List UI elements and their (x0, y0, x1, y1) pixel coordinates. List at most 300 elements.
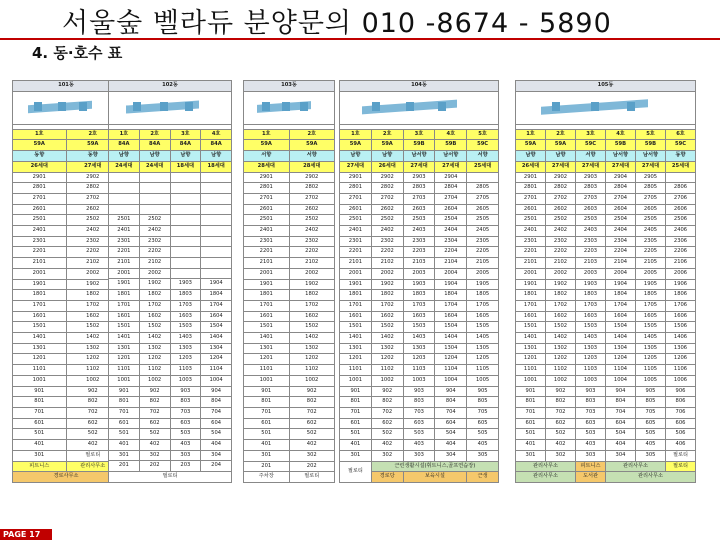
unit-cell: 902 (139, 386, 170, 397)
unit-cell: 405 (467, 440, 499, 451)
unit-direction: 남향 (546, 151, 576, 162)
unit-cell: 606 (666, 418, 696, 429)
unit-cell: 2102 (66, 258, 120, 269)
unit-cell: 1002 (66, 375, 120, 386)
unit-cell: 1904 (606, 279, 636, 290)
unit-cell: 303 (170, 450, 201, 461)
unit-cell: 1204 (435, 354, 467, 365)
unit-cell: 301 (516, 450, 546, 461)
unit-cell: 1102 (66, 365, 120, 376)
unit-cell: 702 (546, 407, 576, 418)
unit-cell: 2201 (13, 247, 67, 258)
unit-cell: 2005 (636, 268, 666, 279)
unit-cell: 602 (139, 418, 170, 429)
unit-cell: 1702 (546, 300, 576, 311)
unit-cell: 305 (636, 450, 666, 461)
unit-cell: 304 (435, 450, 467, 461)
unit-cell: 2302 (289, 236, 335, 247)
unit-cell: 2702 (371, 193, 403, 204)
unit-cell: 1101 (13, 365, 67, 376)
unit-cell: 701 (109, 407, 140, 418)
unit-cell: 2902 (546, 172, 576, 183)
unit-cell: 203 (170, 461, 201, 472)
unit-cell: 1402 (139, 333, 170, 344)
unit-cell: 702 (139, 407, 170, 418)
unit-cell: 2105 (467, 258, 499, 269)
unit-cell: 1004 (435, 375, 467, 386)
unit-cell: 2205 (467, 247, 499, 258)
unit-cell: 1805 (636, 290, 666, 301)
unit-cell: 704 (435, 407, 467, 418)
unit-cell: 1202 (139, 354, 170, 365)
unit-cell: 2304 (435, 236, 467, 247)
unit-cell: 2404 (606, 226, 636, 237)
unit-cell: 1205 (467, 354, 499, 365)
unit-marker-shape (79, 102, 87, 111)
household-count: 18세대 (170, 161, 201, 172)
unit-cell: 1806 (666, 290, 696, 301)
unit-cell: 1706 (666, 300, 696, 311)
unit-cell: 706 (666, 407, 696, 418)
unit-cell: 501 (340, 429, 372, 440)
unit-cell: 303 (403, 450, 435, 461)
unit-cell: 802 (139, 397, 170, 408)
unit-cell: 1402 (546, 333, 576, 344)
unit-direction: 서향 (289, 151, 335, 162)
unit-number: 1호 (13, 129, 67, 140)
unit-cell: 1405 (636, 333, 666, 344)
unit-cell: 2501 (516, 215, 546, 226)
unit-number: 2호 (371, 129, 403, 140)
unit-cell: 906 (666, 386, 696, 397)
unit-cell: 202 (139, 461, 170, 472)
unit-cell: 702 (289, 407, 335, 418)
unit-cell: 1502 (289, 322, 335, 333)
unit-cell: 2602 (371, 204, 403, 215)
unit-cell: 1606 (666, 311, 696, 322)
unit-cell: 1201 (109, 354, 140, 365)
unit-cell: 1002 (289, 375, 335, 386)
building-name: 105동 (516, 81, 696, 92)
unit-cell: 1301 (340, 343, 372, 354)
unit-number: 2호 (139, 129, 170, 140)
unit-cell: 2606 (666, 204, 696, 215)
unit-cell: 2102 (371, 258, 403, 269)
facility-cell: 관리사무소 (606, 472, 696, 483)
unit-cell: 1801 (13, 290, 67, 301)
unit-cell: 1302 (66, 343, 120, 354)
unit-cell: 1202 (289, 354, 335, 365)
unit-cell: 503 (170, 429, 201, 440)
unit-cell (666, 172, 696, 183)
unit-cell: 806 (666, 397, 696, 408)
unit-cell: 1503 (403, 322, 435, 333)
unit-cell: 2301 (516, 236, 546, 247)
unit-cell: 1902 (546, 279, 576, 290)
unit-type: 59A (340, 140, 372, 151)
unit-cell: 2304 (606, 236, 636, 247)
unit-cell: 2101 (13, 258, 67, 269)
unit-cell: 2502 (546, 215, 576, 226)
unit-cell: 1901 (244, 279, 290, 290)
unit-cell: 1506 (666, 322, 696, 333)
unit-cell: 604 (201, 418, 232, 429)
unit-direction: 동향 (66, 151, 120, 162)
household-count: 28세대 (289, 161, 335, 172)
unit-cell: 1802 (546, 290, 576, 301)
building-block-101 (12, 80, 120, 483)
unit-cell (109, 204, 140, 215)
unit-cell: 1505 (467, 322, 499, 333)
unit-marker-shape (552, 102, 560, 111)
unit-cell: 2004 (606, 268, 636, 279)
unit-cell: 1203 (170, 354, 201, 365)
unit-cell: 2402 (66, 226, 120, 237)
household-count: 27세대 (403, 161, 435, 172)
unit-type: 59A (516, 140, 546, 151)
unit-cell: 2602 (546, 204, 576, 215)
unit-cell: 2301 (109, 236, 140, 247)
unit-cell: 2803 (576, 183, 606, 194)
unit-cell: 204 (201, 461, 232, 472)
building-table (108, 80, 232, 483)
unit-direction: 남향 (109, 151, 140, 162)
unit-type: 59B (636, 140, 666, 151)
unit-cell (139, 183, 170, 194)
unit-cell: 2306 (666, 236, 696, 247)
unit-cell: 902 (66, 386, 120, 397)
unit-cell: 602 (371, 418, 403, 429)
unit-cell: 1802 (289, 290, 335, 301)
unit-cell: 2005 (467, 268, 499, 279)
building-table (12, 80, 120, 483)
unit-cell: 2302 (66, 236, 120, 247)
unit-cell: 2905 (636, 172, 666, 183)
unit-cell: 2605 (636, 204, 666, 215)
unit-cell: 1501 (516, 322, 546, 333)
site-map-thumbnail (340, 91, 499, 124)
unit-cell: 1303 (576, 343, 606, 354)
unit-cell: 302 (139, 450, 170, 461)
unit-cell: 1603 (576, 311, 606, 322)
unit-cell: 703 (170, 407, 201, 418)
unit-cell: 1202 (371, 354, 403, 365)
unit-cell (139, 172, 170, 183)
unit-cell: 1602 (139, 311, 170, 322)
unit-cell: 2401 (13, 226, 67, 237)
unit-cell: 1904 (435, 279, 467, 290)
unit-cell: 1304 (606, 343, 636, 354)
site-map-thumbnail (516, 91, 696, 124)
unit-type: 59C (666, 140, 696, 151)
unit-cell: 401 (109, 440, 140, 451)
unit-cell: 1003 (170, 375, 201, 386)
unit-cell: 1401 (516, 333, 546, 344)
unit-cell: 803 (576, 397, 606, 408)
unit-cell: 1702 (66, 300, 120, 311)
unit-cell: 1805 (467, 290, 499, 301)
unit-cell: 2702 (289, 193, 335, 204)
unit-cell: 1202 (546, 354, 576, 365)
unit-cell: 2402 (371, 226, 403, 237)
unit-cell: 2403 (403, 226, 435, 237)
unit-direction: 동향 (13, 151, 67, 162)
unit-cell: 2203 (576, 247, 606, 258)
facility-cell: 주차장 (244, 472, 290, 483)
unit-cell: 2804 (606, 183, 636, 194)
unit-cell: 1101 (340, 365, 372, 376)
unit-cell: 902 (371, 386, 403, 397)
unit-cell (170, 247, 201, 258)
unit-cell: 2102 (289, 258, 335, 269)
unit-cell: 2605 (467, 204, 499, 215)
unit-cell: 1003 (576, 375, 606, 386)
unit-cell: 1802 (139, 290, 170, 301)
unit-cell: 1503 (576, 322, 606, 333)
site-map-thumbnail (244, 91, 335, 124)
unit-cell: 1203 (403, 354, 435, 365)
unit-cell: 1104 (201, 365, 232, 376)
unit-cell: 2502 (371, 215, 403, 226)
unit-cell (139, 204, 170, 215)
unit-cell: 1303 (403, 343, 435, 354)
unit-cell: 2101 (244, 258, 290, 269)
unit-cell: 1101 (516, 365, 546, 376)
unit-cell: 2202 (546, 247, 576, 258)
unit-cell: 1405 (467, 333, 499, 344)
unit-cell: 802 (546, 397, 576, 408)
unit-cell: 801 (109, 397, 140, 408)
unit-cell: 701 (13, 407, 67, 418)
unit-cell: 704 (201, 407, 232, 418)
unit-cell: 703 (576, 407, 606, 418)
unit-marker-shape (438, 102, 446, 111)
unit-cell: 1801 (340, 290, 372, 301)
unit-cell: 601 (109, 418, 140, 429)
unit-cell: 1004 (201, 375, 232, 386)
household-count: 18세대 (201, 161, 232, 172)
unit-number: 3호 (576, 129, 606, 140)
unit-cell: 505 (467, 429, 499, 440)
unit-cell: 801 (13, 397, 67, 408)
unit-cell: 2102 (546, 258, 576, 269)
unit-cell: 1304 (435, 343, 467, 354)
unit-cell: 701 (516, 407, 546, 418)
unit-cell: 1101 (109, 365, 140, 376)
unit-number: 2호 (66, 129, 120, 140)
unit-type: 59A (66, 140, 120, 151)
page-title: 서울숲 벨라듀 분양문의 010 -8674 - 5890 (62, 8, 612, 39)
unit-cell: 2003 (403, 268, 435, 279)
unit-cell: 502 (66, 429, 120, 440)
unit-number: 3호 (403, 129, 435, 140)
unit-cell: 603 (170, 418, 201, 429)
unit-cell: 2705 (636, 193, 666, 204)
unit-cell: 2106 (666, 258, 696, 269)
unit-cell: 1701 (13, 300, 67, 311)
unit-cell: 504 (606, 429, 636, 440)
unit-cell: 1804 (606, 290, 636, 301)
unit-cell: 2901 (244, 172, 290, 183)
unit-type: 59A (13, 140, 67, 151)
unit-cell: 1803 (403, 290, 435, 301)
unit-cell: 2201 (516, 247, 546, 258)
unit-cell: 601 (516, 418, 546, 429)
unit-cell: 2505 (467, 215, 499, 226)
unit-cell (109, 183, 140, 194)
unit-cell: 2502 (66, 215, 120, 226)
unit-cell: 501 (109, 429, 140, 440)
unit-cell: 1201 (13, 354, 67, 365)
unit-cell: 802 (289, 397, 335, 408)
unit-cell: 1702 (289, 300, 335, 311)
unit-marker-shape (627, 102, 635, 111)
unit-cell: 401 (244, 440, 290, 451)
unit-cell: 501 (13, 429, 67, 440)
unit-cell: 401 (13, 440, 67, 451)
unit-cell: 1705 (636, 300, 666, 311)
unit-cell (201, 268, 232, 279)
unit-cell: 2501 (109, 215, 140, 226)
unit-cell: 1901 (13, 279, 67, 290)
unit-cell: 2604 (435, 204, 467, 215)
unit-cell: 1505 (636, 322, 666, 333)
unit-cell: 2001 (244, 268, 290, 279)
unit-cell: 1501 (244, 322, 290, 333)
unit-cell: 501 (516, 429, 546, 440)
unit-cell: 1801 (244, 290, 290, 301)
unit-cell: 1703 (576, 300, 606, 311)
unit-cell: 2705 (467, 193, 499, 204)
unit-cell: 2104 (606, 258, 636, 269)
unit-cell: 1801 (109, 290, 140, 301)
unit-cell: 2202 (371, 247, 403, 258)
unit-cell: 1602 (371, 311, 403, 322)
unit-number: 2호 (546, 129, 576, 140)
building-block-102 (108, 80, 232, 483)
unit-cell: 2001 (516, 268, 546, 279)
unit-cell: 1004 (606, 375, 636, 386)
unit-marker-shape (133, 102, 141, 111)
unit-cell: 504 (435, 429, 467, 440)
page-number-badge (0, 529, 52, 540)
unit-cell: 2903 (576, 172, 606, 183)
unit-cell: 1902 (289, 279, 335, 290)
unit-type: 84A (201, 140, 232, 151)
facility-cell: 관리사무소 (66, 461, 120, 472)
unit-cell: 604 (606, 418, 636, 429)
unit-direction: 남서향 (435, 151, 467, 162)
unit-cell: 2701 (13, 193, 67, 204)
unit-cell: 2802 (371, 183, 403, 194)
unit-cell: 904 (435, 386, 467, 397)
unit-cell: 1601 (516, 311, 546, 322)
unit-cell: 2703 (576, 193, 606, 204)
unit-cell: 1701 (340, 300, 372, 311)
unit-cell: 2204 (606, 247, 636, 258)
unit-cell: 1403 (576, 333, 606, 344)
unit-cell: 2301 (13, 236, 67, 247)
unit-number: 1호 (516, 129, 546, 140)
unit-cell: 2201 (340, 247, 372, 258)
unit-cell: 503 (576, 429, 606, 440)
unit-cell: 506 (666, 429, 696, 440)
unit-cell: 1402 (289, 333, 335, 344)
unit-cell (170, 215, 201, 226)
unit-cell: 1504 (435, 322, 467, 333)
unit-cell: 1102 (546, 365, 576, 376)
unit-cell: 1302 (289, 343, 335, 354)
unit-direction: 남향 (516, 151, 546, 162)
unit-cell (170, 225, 201, 236)
unit-cell: 1102 (371, 365, 403, 376)
unit-cell: 1804 (435, 290, 467, 301)
site-map-thumbnail (13, 91, 120, 124)
unit-cell: 605 (636, 418, 666, 429)
unit-marker-shape (185, 102, 193, 111)
unit-type: 59C (576, 140, 606, 151)
unit-cell: 903 (403, 386, 435, 397)
unit-cell: 필로티 (666, 450, 696, 461)
unit-cell: 1803 (170, 290, 201, 301)
unit-cell: 2601 (244, 204, 290, 215)
section-subtitle: 4. 동·호수 표 (32, 44, 123, 62)
unit-cell: 2801 (244, 183, 290, 194)
unit-cell: 2602 (289, 204, 335, 215)
unit-cell: 802 (66, 397, 120, 408)
unit-cell: 2601 (13, 204, 67, 215)
unit-cell: 805 (467, 397, 499, 408)
unit-cell: 2702 (546, 193, 576, 204)
unit-cell: 2504 (606, 215, 636, 226)
unit-cell: 2904 (606, 172, 636, 183)
unit-cell: 1902 (139, 279, 170, 290)
household-count: 27세대 (576, 161, 606, 172)
unit-cell: 2003 (576, 268, 606, 279)
unit-number: 4호 (606, 129, 636, 140)
unit-cell: 1602 (66, 311, 120, 322)
unit-cell: 2104 (435, 258, 467, 269)
unit-marker-shape (34, 102, 42, 111)
unit-cell: 2302 (139, 236, 170, 247)
unit-cell: 2904 (435, 172, 467, 183)
unit-cell: 1104 (606, 365, 636, 376)
unit-cell: 1905 (636, 279, 666, 290)
unit-cell: 801 (516, 397, 546, 408)
unit-cell: 1605 (636, 311, 666, 322)
household-count: 26세대 (371, 161, 403, 172)
unit-cell: 1002 (546, 375, 576, 386)
unit-cell (170, 193, 201, 204)
unit-cell: 2401 (109, 225, 140, 236)
unit-cell: 1704 (435, 300, 467, 311)
unit-cell: 1005 (636, 375, 666, 386)
unit-cell (170, 236, 201, 247)
unit-cell: 1404 (435, 333, 467, 344)
unit-cell: 2706 (666, 193, 696, 204)
unit-cell: 904 (201, 386, 232, 397)
unit-number: 1호 (244, 129, 290, 140)
unit-direction: 남서향 (606, 151, 636, 162)
unit-cell: 2406 (666, 226, 696, 237)
title-bar (0, 0, 720, 40)
facility-cell: 관리사무소 (606, 461, 666, 472)
unit-cell: 1605 (467, 311, 499, 322)
unit-cell (201, 247, 232, 258)
unit-cell: 2704 (606, 193, 636, 204)
unit-cell: 2302 (546, 236, 576, 247)
building-name: 104동 (340, 81, 499, 92)
